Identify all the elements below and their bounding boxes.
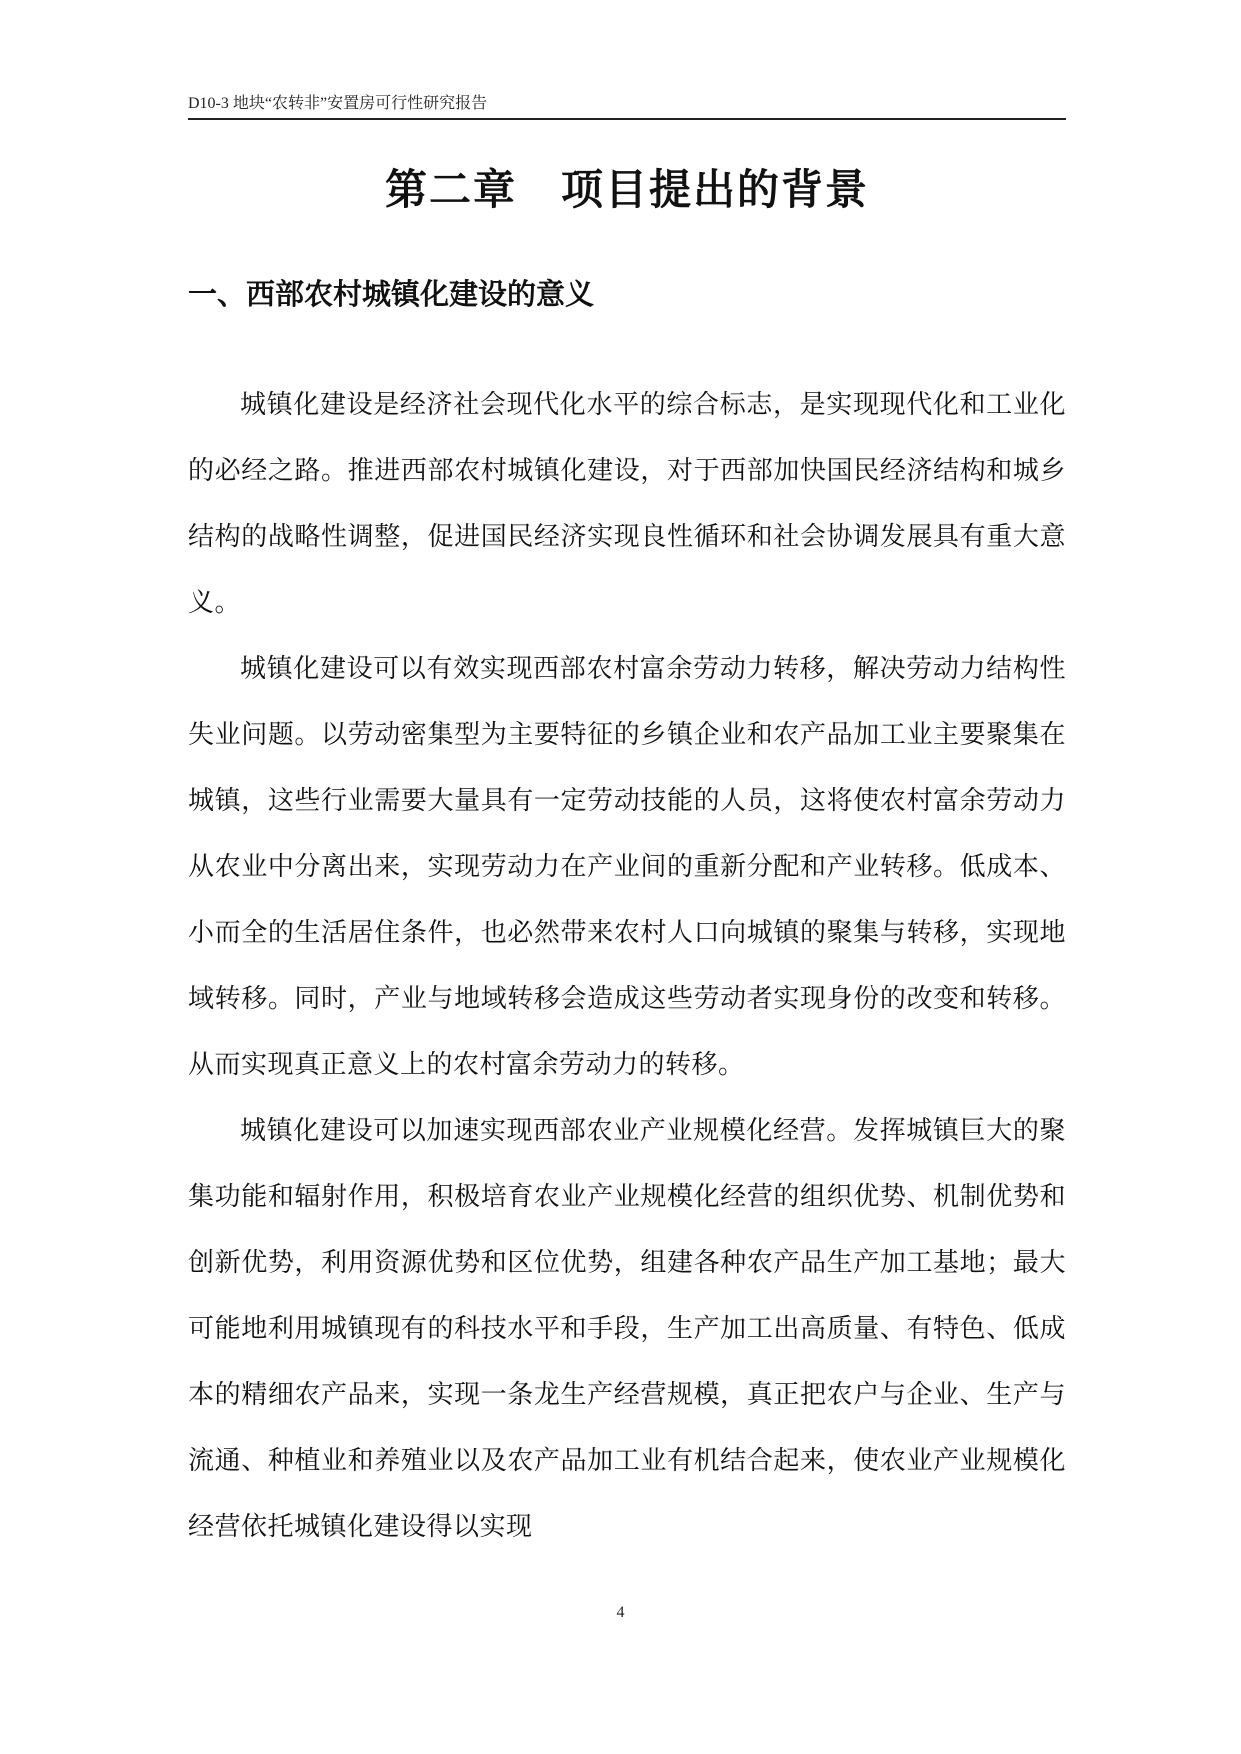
paragraph: 城镇化建设可以加速实现西部农业产业规模化经营。发挥城镇巨大的聚集功能和辐射作用，积极培育农业产业规模化经营的组织优势、机制优势和创新优势，利用资源优势和区位优势，组建各种农产品生产加工基地；最大可能地利用城镇现有的科技水平和手段，生产加工出高质量、有特色、低成本的精细农产品来，实现一条龙生产经营规模，真正把农户与企业、生产与流通、种植业和养殖业以及农产品加工业有机结合起来，使农业产业规模化经营依托城镇化建设得以实现 [188, 1116, 1066, 1542]
paragraph: 城镇化建设是经济社会现代化水平的综合标志，是实现现代化和工业化的必经之路。推进西部农村城镇化建设，对于西部加快国民经济结构和城乡结构的战略性调整，促进国民经济实现良性循环和社会协调发展具有重大意义。 [188, 390, 1066, 618]
body-text [188, 372, 1066, 1560]
paragraph: 城镇化建设可以有效实现西部农村富余劳动力转移，解决劳动力结构性失业问题。以劳动密集型为主要特征的乡镇企业和农产品加工业主要聚集在城镇，这些行业需要大量具有一定劳动技能的人员，这将使农村富余劳动力从农业中分离出来，实现劳动力在产业间的重新分配和产业转移。低成本、小而全的生活居住条件，也必然带来农村人口向城镇的聚集与转移，实现地域转移。同时，产业与地域转移会造成这些劳动者实现身份的改变和转移。从而实现真正意义上的农村富余劳动力的转移。 [188, 654, 1066, 1080]
chapter-title: 第二章 项目提出的背景 [384, 165, 869, 214]
page-number: 4 [616, 1604, 625, 1621]
running-title: D10-3 地块“农转非”安置房可行性研究报告 [188, 95, 488, 112]
section-heading: 一、西部农村城镇化建设的意义 [188, 277, 595, 311]
page-header [188, 88, 1066, 120]
